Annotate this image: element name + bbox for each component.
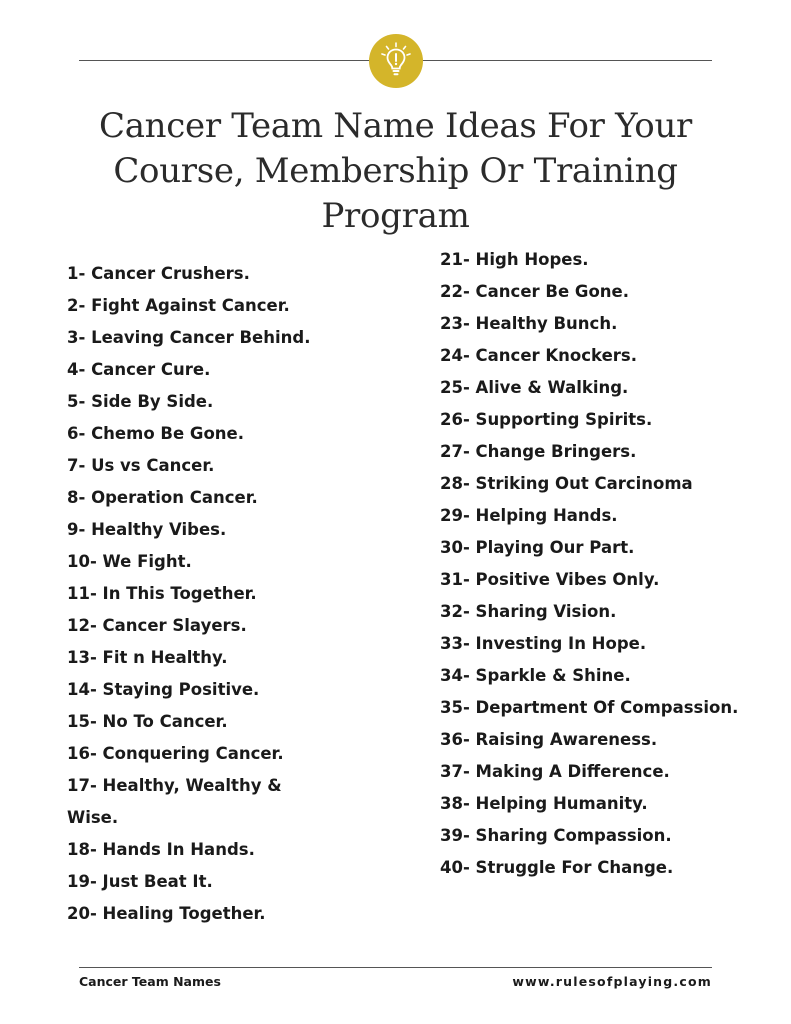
- list-item: 4- Cancer Cure.: [67, 360, 211, 379]
- list-item: 29- Helping Hands.: [440, 506, 618, 525]
- footer-title: Cancer Team Names: [79, 974, 221, 989]
- list-item: 38- Helping Humanity.: [440, 794, 648, 813]
- list-item: 5- Side By Side.: [67, 392, 214, 411]
- list-item: 36- Raising Awareness.: [440, 730, 658, 749]
- lightbulb-icon: [369, 34, 423, 88]
- list-item: 16- Conquering Cancer.: [67, 744, 284, 763]
- list-item: 24- Cancer Knockers.: [440, 346, 637, 365]
- list-item: 22- Cancer Be Gone.: [440, 282, 629, 301]
- list-item: 17- Healthy, Wealthy & Wise.: [67, 776, 282, 827]
- list-item: 11- In This Together.: [67, 584, 257, 603]
- list-item: 20- Healing Together.: [67, 904, 266, 923]
- list-item: 7- Us vs Cancer.: [67, 456, 215, 475]
- list-item: 8- Operation Cancer.: [67, 488, 258, 507]
- list-item: 1- Cancer Crushers.: [67, 264, 250, 283]
- list-item: 13- Fit n Healthy.: [67, 648, 228, 667]
- footer-website-link[interactable]: www.rulesofplaying.com: [512, 974, 712, 989]
- list-item: 26- Supporting Spirits.: [440, 410, 653, 429]
- list-item: 18- Hands In Hands.: [67, 840, 255, 859]
- list-item: 31- Positive Vibes Only.: [440, 570, 660, 589]
- list-item: 14- Staying Positive.: [67, 680, 260, 699]
- list-item: 21- High Hopes.: [440, 250, 589, 269]
- team-names-list-left: [67, 258, 317, 930]
- list-item: 37- Making A Difference.: [440, 762, 670, 781]
- team-names-list-right: [440, 244, 740, 884]
- list-item: 6- Chemo Be Gone.: [67, 424, 244, 443]
- list-item: 35- Department Of Compassion.: [440, 698, 739, 717]
- list-item: 25- Alive & Walking.: [440, 378, 629, 397]
- list-item: 34- Sparkle & Shine.: [440, 666, 631, 685]
- list-item: 27- Change Bringers.: [440, 442, 637, 461]
- list-item: 33- Investing In Hope.: [440, 634, 647, 653]
- page-title: Cancer Team Name Ideas For Your Course, Membership Or Training Program: [99, 106, 692, 236]
- list-item: 9- Healthy Vibes.: [67, 520, 227, 539]
- list-item: 40- Struggle For Change.: [440, 858, 674, 877]
- list-item: 32- Sharing Vision.: [440, 602, 617, 621]
- list-item: 39- Sharing Compassion.: [440, 826, 672, 845]
- list-item: 12- Cancer Slayers.: [67, 616, 247, 635]
- footer-divider: [79, 967, 712, 968]
- list-item: 19- Just Beat It.: [67, 872, 213, 891]
- list-item: 28- Striking Out Carcinoma: [440, 474, 693, 493]
- list-item: 15- No To Cancer.: [67, 712, 228, 731]
- list-item: 23- Healthy Bunch.: [440, 314, 618, 333]
- list-item: 10- We Fight.: [67, 552, 192, 571]
- list-item: 3- Leaving Cancer Behind.: [67, 328, 311, 347]
- list-item: 2- Fight Against Cancer.: [67, 296, 290, 315]
- list-item: 30- Playing Our Part.: [440, 538, 635, 557]
